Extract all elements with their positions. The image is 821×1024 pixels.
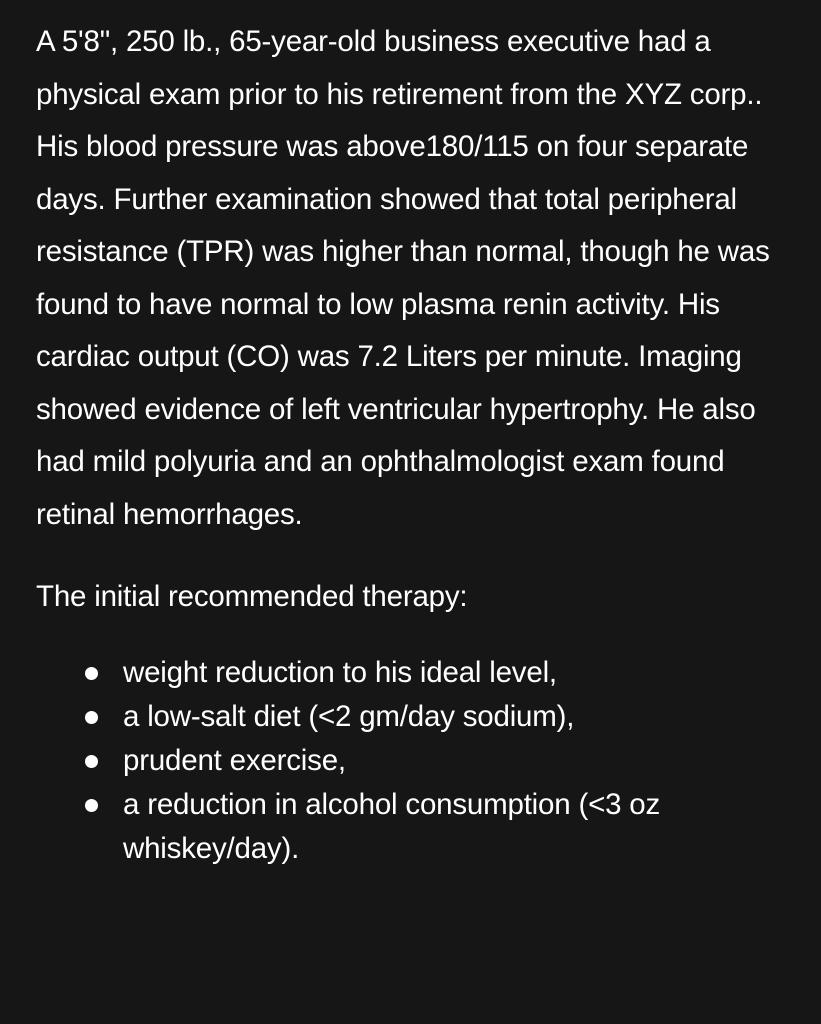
list-item <box>36 739 726 783</box>
list-item-text: a low-salt diet (<2 gm/day sodium), <box>123 700 575 733</box>
bullet-icon <box>85 755 98 768</box>
list-item <box>36 783 726 871</box>
list-item-text: a reduction in alcohol consumption (<3 oz whiskey/day). <box>123 788 661 865</box>
list-item <box>36 651 726 695</box>
list-item <box>36 695 726 739</box>
list-item-text: weight reduction to his ideal level, <box>123 656 557 689</box>
case-description-paragraph: A 5'8", 250 lb., 65-year-old business executive had a physical exam prior to his retirement from the XYZ corp.. His blood pressure was above180/115 on four separate days. Further examination showed that total peripheral resistance (TPR) was higher than normal, though he was found to have normal to low plasma renin activity. His cardiac output (CO) was 7.2 Liters per minute. Imaging showed evidence of left ventricular hypertrophy. He also had mild polyuria and an ophthalmologist exam found retinal hemorrhages. <box>36 25 770 531</box>
bullet-icon <box>85 799 98 812</box>
list-item-text: prudent exercise, <box>123 744 346 777</box>
therapy-list <box>36 651 726 871</box>
bullet-icon <box>85 711 98 724</box>
bullet-icon <box>85 667 98 680</box>
therapy-heading: The initial recommended therapy: <box>36 580 468 613</box>
